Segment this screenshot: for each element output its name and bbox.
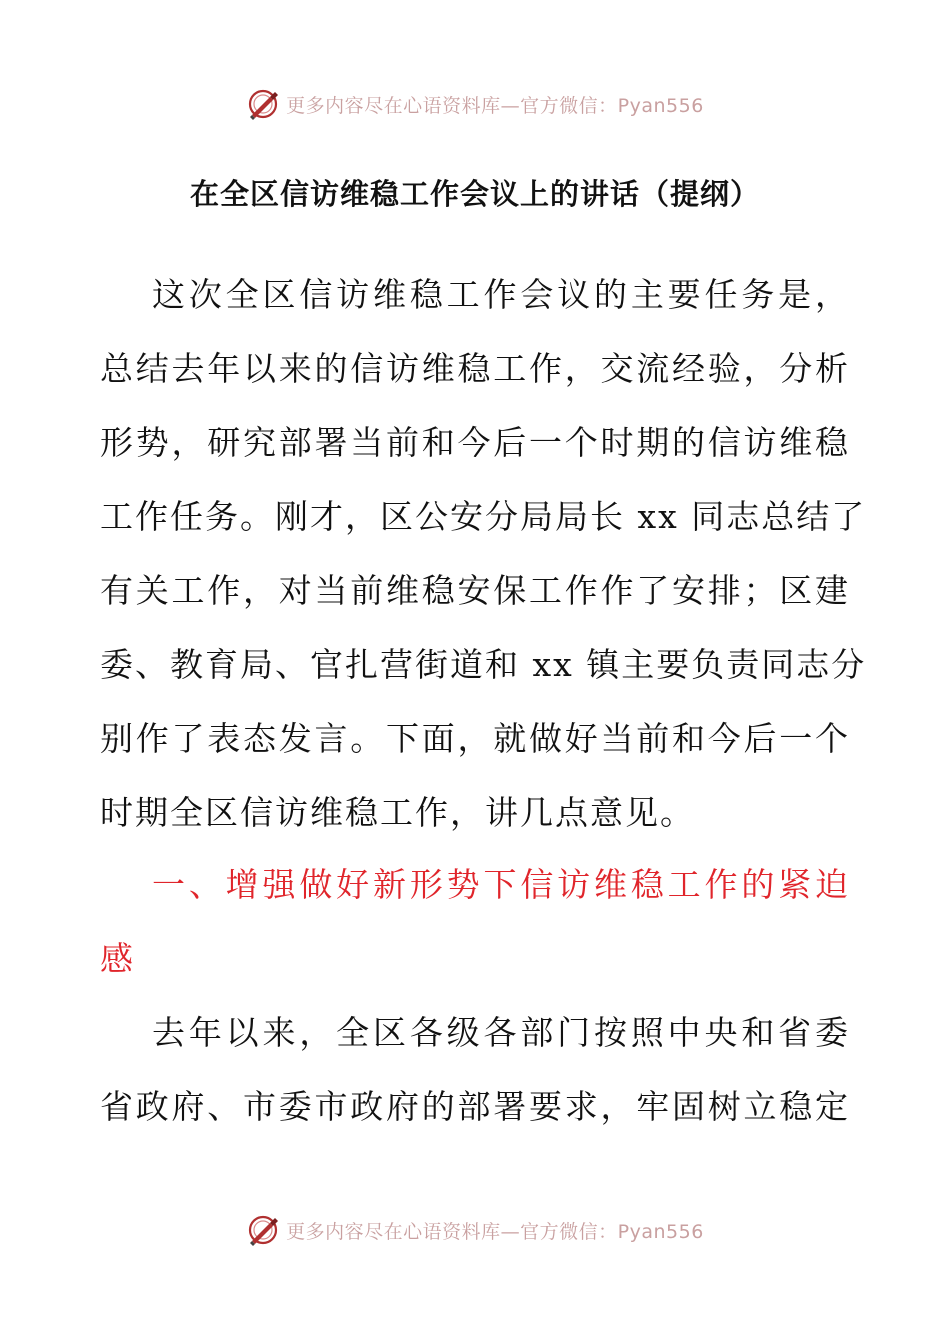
paragraph-line: 形势，研究部署当前和今后一个时期的信访维稳 bbox=[100, 423, 850, 462]
section-heading-1 bbox=[100, 848, 850, 996]
paragraph-section-1 bbox=[100, 996, 850, 1144]
watermark-wechat-id: Pyan556 bbox=[617, 1220, 704, 1243]
paragraph-line: 总结去年以来的信访维稳工作，交流经验，分析 bbox=[100, 349, 850, 388]
paragraph-intro bbox=[100, 258, 867, 850]
watermark-header bbox=[0, 84, 950, 124]
pen-circle-logo-icon bbox=[246, 87, 280, 121]
watermark-footer bbox=[0, 1210, 950, 1250]
watermark-slogan: 更多内容尽在心语资料库—官方微信： bbox=[286, 94, 618, 117]
watermark-text bbox=[286, 91, 704, 118]
watermark-slogan: 更多内容尽在心语资料库—官方微信： bbox=[286, 1220, 618, 1243]
paragraph-line: 省政府、市委市政府的部署要求，牢固树立稳定 bbox=[100, 1087, 850, 1126]
pen-circle-logo-icon bbox=[246, 1213, 280, 1247]
document-title: 在全区信访维稳工作会议上的讲话（提纲） bbox=[189, 177, 760, 211]
paragraph-line: 时期全区信访维稳工作，讲几点意见。 bbox=[100, 793, 695, 832]
paragraph-line: 这次全区信访维稳工作会议的主要任务是， bbox=[152, 275, 850, 314]
paragraph-line: 别作了表态发言。下面，就做好当前和今后一个 bbox=[100, 719, 850, 758]
watermark-wechat-id: Pyan556 bbox=[617, 94, 704, 117]
paragraph-line: 工作任务。刚才，区公安分局局长 xx 同志总结了 bbox=[100, 497, 867, 536]
paragraph-line: 有关工作，对当前维稳安保工作作了安排；区建 bbox=[100, 571, 850, 610]
paragraph-line: 委、教育局、官扎营街道和 xx 镇主要负责同志分 bbox=[100, 645, 867, 684]
heading-line: 一、增强做好新形势下信访维稳工作的紧迫 bbox=[152, 865, 850, 904]
paragraph-line: 去年以来，全区各级各部门按照中央和省委 bbox=[152, 1013, 850, 1052]
heading-line: 感 bbox=[100, 939, 135, 978]
watermark-text bbox=[286, 1217, 704, 1244]
